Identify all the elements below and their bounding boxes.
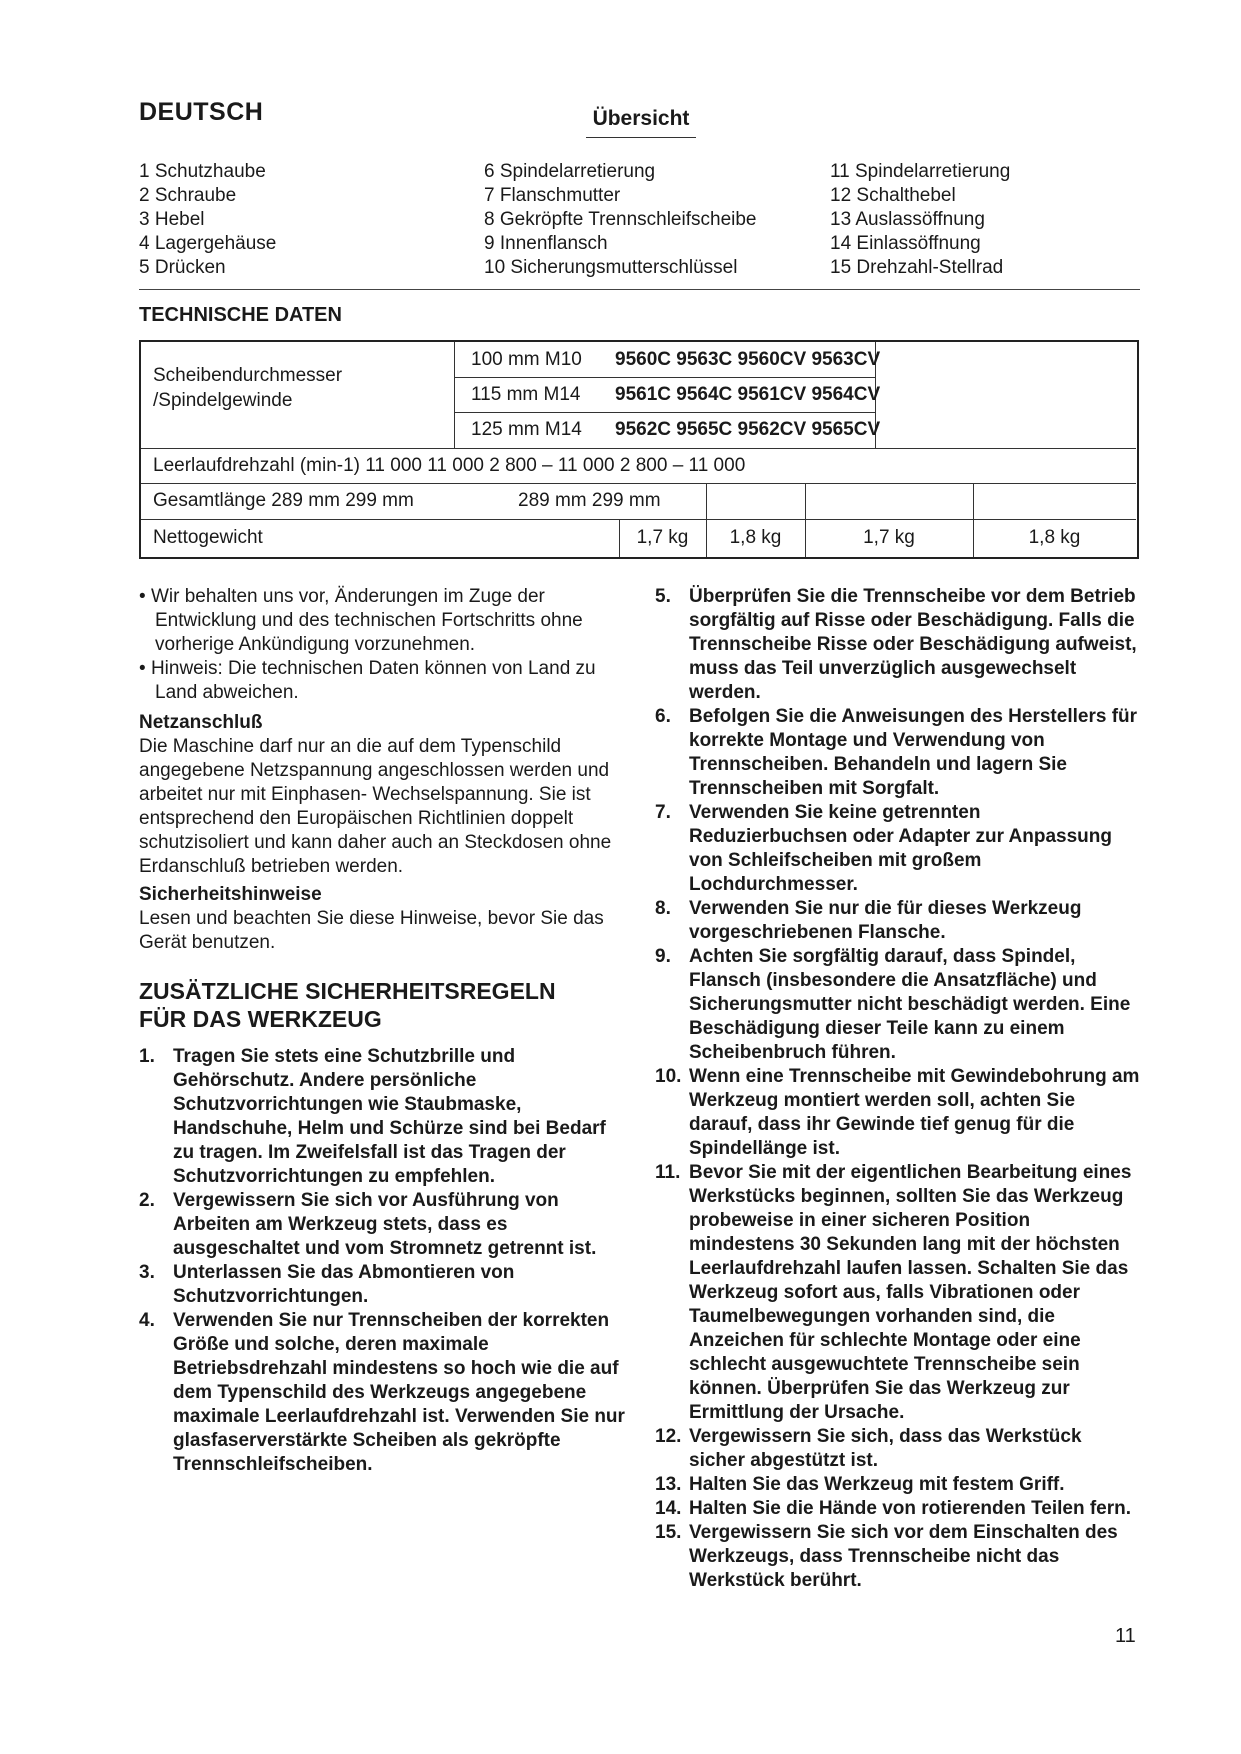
disc-size: 125 mm M14 [471,419,582,440]
disc-size: 100 mm M10 [471,348,582,370]
rule-number: 10. [655,1066,682,1087]
part-item: 10 Sicherungsmutterschlüssel [484,257,738,278]
weight-value: 1,8 kg [729,527,782,548]
part-item: 6 Spindelarretierung [484,161,656,182]
parts-list-col3 [830,160,1010,280]
rule-item [655,897,1140,945]
overview-title: Übersicht [586,107,696,138]
rule-text: Überprüfen Sie die Trennscheibe vor dem Betrieb sorgfältig auf Risse oder Beschädigung. Falls die Trennscheibe Risse oder Beschädigung aufweist, muss das Teil unverzüglich ausgewechselt werden. [689,586,1137,703]
rule-text: Halten Sie das Werkzeug mit festem Griff. [689,1474,1065,1495]
note-text: Hinweis: Die technischen Daten können von Land zu Land abweichen. [150,658,596,703]
part-item: 12 Schalthebel [830,185,956,206]
note-bullet: • Wir behalten uns vor, Änderungen im Zuge der Entwicklung und des technischen Fortschritts ohne vorherige Ankündigung vorzunehmen. [139,586,583,655]
rule-item [655,1497,1140,1521]
weight-value: 1,8 kg [1028,527,1081,548]
rule-text: Verwenden Sie keine getrennten Reduzierbuchsen oder Adapter zur Anpassung von Schleifscheiben mit großem Lochdurchmesser. [689,802,1112,895]
part-item: 9 Innenflansch [484,233,608,254]
power-heading: Netzanschluß [139,712,263,733]
rule-item [655,1065,1140,1161]
extra-rules-heading: ZUSÄTZLICHE SICHERHEITSREGELN FÜR DAS WERKZEUG [139,978,556,1032]
rule-number: 7. [655,802,671,823]
rule-number: 11. [655,1162,681,1183]
rule-number: 2. [139,1190,155,1211]
part-item: 14 Einlassöffnung [830,233,981,254]
part-item: 3 Hebel [139,209,205,230]
rule-text: Vergewissern Sie sich vor dem Einschalten des Werkzeugs, dass Trennscheibe nicht das Werkstück berührt. [689,1522,1118,1591]
weight-value: 1,7 kg [863,527,915,548]
speed-row: Leerlaufdrehzahl (min-1) 11 000 11 000 2 800 – 11 000 2 800 – 11 000 [153,454,746,476]
divider [139,289,1140,290]
disc-label-line1: Scheibendurchmesser [153,365,343,386]
rule-item [139,1189,629,1261]
length-row-a: Gesamtlänge 289 mm 299 mm [153,490,414,511]
part-item: 4 Lagergehäuse [139,233,277,254]
note-text: Wir behalten uns vor, Änderungen im Zuge der Entwicklung und des technischen Fortschritts ohne vorherige Ankündigung vorzunehmen. [150,586,583,655]
rule-item [655,801,1140,897]
rule-text: Achten Sie sorgfältig darauf, dass Spindel, Flansch (insbesondere die Ansatzfläche) und Sicherungsmutter nicht beschädigt werden. Eine Beschädigung dieser Teile kann zu einem Scheibenbruch führen. [689,946,1131,1063]
parts-list-col1 [139,160,276,280]
part-item: 2 Schraube [139,185,237,206]
rule-text: Bevor Sie mit der eigentlichen Bearbeitung eines Werkstücks beginnen, sollten Sie das Werkzeug probeweise in einer sicheren Position mindestens 30 Sekunden lang mit der höchsten Leerlaufdrehzahl laufen lassen. Schalten Sie das Werkzeug sofort aus, falls Vibrationen oder Taumelbewegungen vorhanden sind, die Anzeichen für schlechte Montage oder eine schlecht ausgewuchtete Trennscheibe sein können. Überprüfen Sie das Werkzeug zur Ermittlung der Ursache. [689,1162,1132,1423]
disc-models: 9562C 9565C 9562CV 9565CV [615,419,881,440]
parts-list-col2 [484,160,757,280]
right-column [655,585,1140,1593]
rule-text: Befolgen Sie die Anweisungen des Herstellers für korrekte Montage und Verwendung von Trennscheiben. Behandeln und lagern Sie Trennscheiben mit Sorgfalt. [689,706,1138,799]
disc-size: 115 mm M14 [471,383,581,405]
rule-item [139,1261,629,1309]
rule-number: 9. [655,946,671,967]
rule-text: Tragen Sie stets eine Schutzbrille und Gehörschutz. Andere persönliche Schutzvorrichtungen wie Staubmaske, Handschuhe, Helm und Schürze sind bei Bedarf zu tragen. Im Zweifelsfall ist das Tragen der Schutzvorrichtungen zu empfehlen. [173,1046,606,1187]
rule-number: 15. [655,1522,682,1543]
page-number: 11 [1115,1625,1136,1647]
rule-item [655,1161,1140,1425]
rule-text: Halten Sie die Hände von rotierenden Teilen fern. [689,1498,1132,1519]
tech-data-heading: TECHNISCHE DATEN [139,304,342,326]
rule-number: 6. [655,706,671,727]
rule-text: Wenn eine Trennscheibe mit Gewindebohrung am Werkzeug montiert werden soll, achten Sie darauf, dass ihr Gewinde tief genug für die Spindellänge ist. [689,1066,1140,1159]
part-item: 7 Flanschmutter [484,185,621,206]
weight-label: Nettogewicht [153,527,263,548]
rule-number: 5. [655,586,671,607]
rule-text: Verwenden Sie nur Trennscheiben der korrekten Größe und solche, deren maximale Betriebsdrehzahl mindestens so hoch wie die auf dem Typenschild des Werkzeugs angegebene maximale Leerlaufdrehzahl ist. Verwenden Sie nur glasfaserverstärkte Scheiben als gekröpfte Trennschleifscheiben. [173,1310,625,1475]
rule-item [655,1473,1140,1497]
power-text: Die Maschine darf nur an die auf dem Typenschild angegebene Netzspannung angeschlossen werden und arbeitet nur mit Einphasen- Wechselspannung. Sie ist entsprechend den Europäischen Richtlinien doppelt schutzisoliert und kann daher auch an Steckdosen ohne Erdanschluß betrieben werden. [139,736,612,877]
rule-number: 1. [139,1046,155,1067]
length-row-b: 289 mm 299 mm [518,490,661,511]
safety-text: Lesen und beachten Sie diese Hinweise, bevor Sie das Gerät benutzen. [139,908,604,953]
part-item: 8 Gekröpfte Trennschleifscheibe [484,209,757,230]
rule-number: 14. [655,1498,682,1519]
language-heading: DEUTSCH [139,98,264,126]
tech-spec-table [139,340,1139,559]
rule-item [655,1521,1140,1593]
rule-number: 13. [655,1474,682,1495]
weight-value: 1,7 kg [636,527,689,548]
rule-text: Vergewissern Sie sich vor Ausführung von Arbeiten am Werkzeug stets, dass es ausgeschaltet und vom Stromnetz getrennt ist. [173,1190,597,1259]
rule-item [655,1425,1140,1473]
part-item: 15 Drehzahl-Stellrad [830,257,1004,278]
rule-item [655,705,1140,801]
disc-models: 9560C 9563C 9560CV 9563CV [615,348,881,370]
rule-item [139,1045,629,1189]
left-column [139,585,629,1477]
rule-text: Verwenden Sie nur die für dieses Werkzeug vorgeschriebenen Flansche. [689,898,1082,943]
rule-number: 8. [655,898,671,919]
part-item: 13 Auslassöffnung [830,209,985,230]
note-bullet: • Hinweis: Die technischen Daten können von Land zu Land abweichen. [139,658,596,703]
rule-text: Unterlassen Sie das Abmontieren von Schutzvorrichtungen. [173,1262,515,1307]
rule-item [139,1309,629,1477]
part-item: 5 Drücken [139,257,226,278]
disc-label-line2: /Spindelgewinde [153,390,293,411]
part-item: 11 Spindelarretierung [830,161,1011,182]
rule-number: 12. [655,1426,682,1447]
part-item: 1 Schutzhaube [139,161,266,182]
rule-item [655,945,1140,1065]
rule-number: 4. [139,1310,155,1331]
rule-text: Vergewissern Sie sich, dass das Werkstück sicher abgestützt ist. [689,1426,1082,1471]
rule-item [655,585,1140,705]
disc-models: 9561C 9564C 9561CV 9564CV [615,383,881,405]
rule-number: 3. [139,1262,155,1283]
safety-heading: Sicherheitshinweise [139,884,322,905]
